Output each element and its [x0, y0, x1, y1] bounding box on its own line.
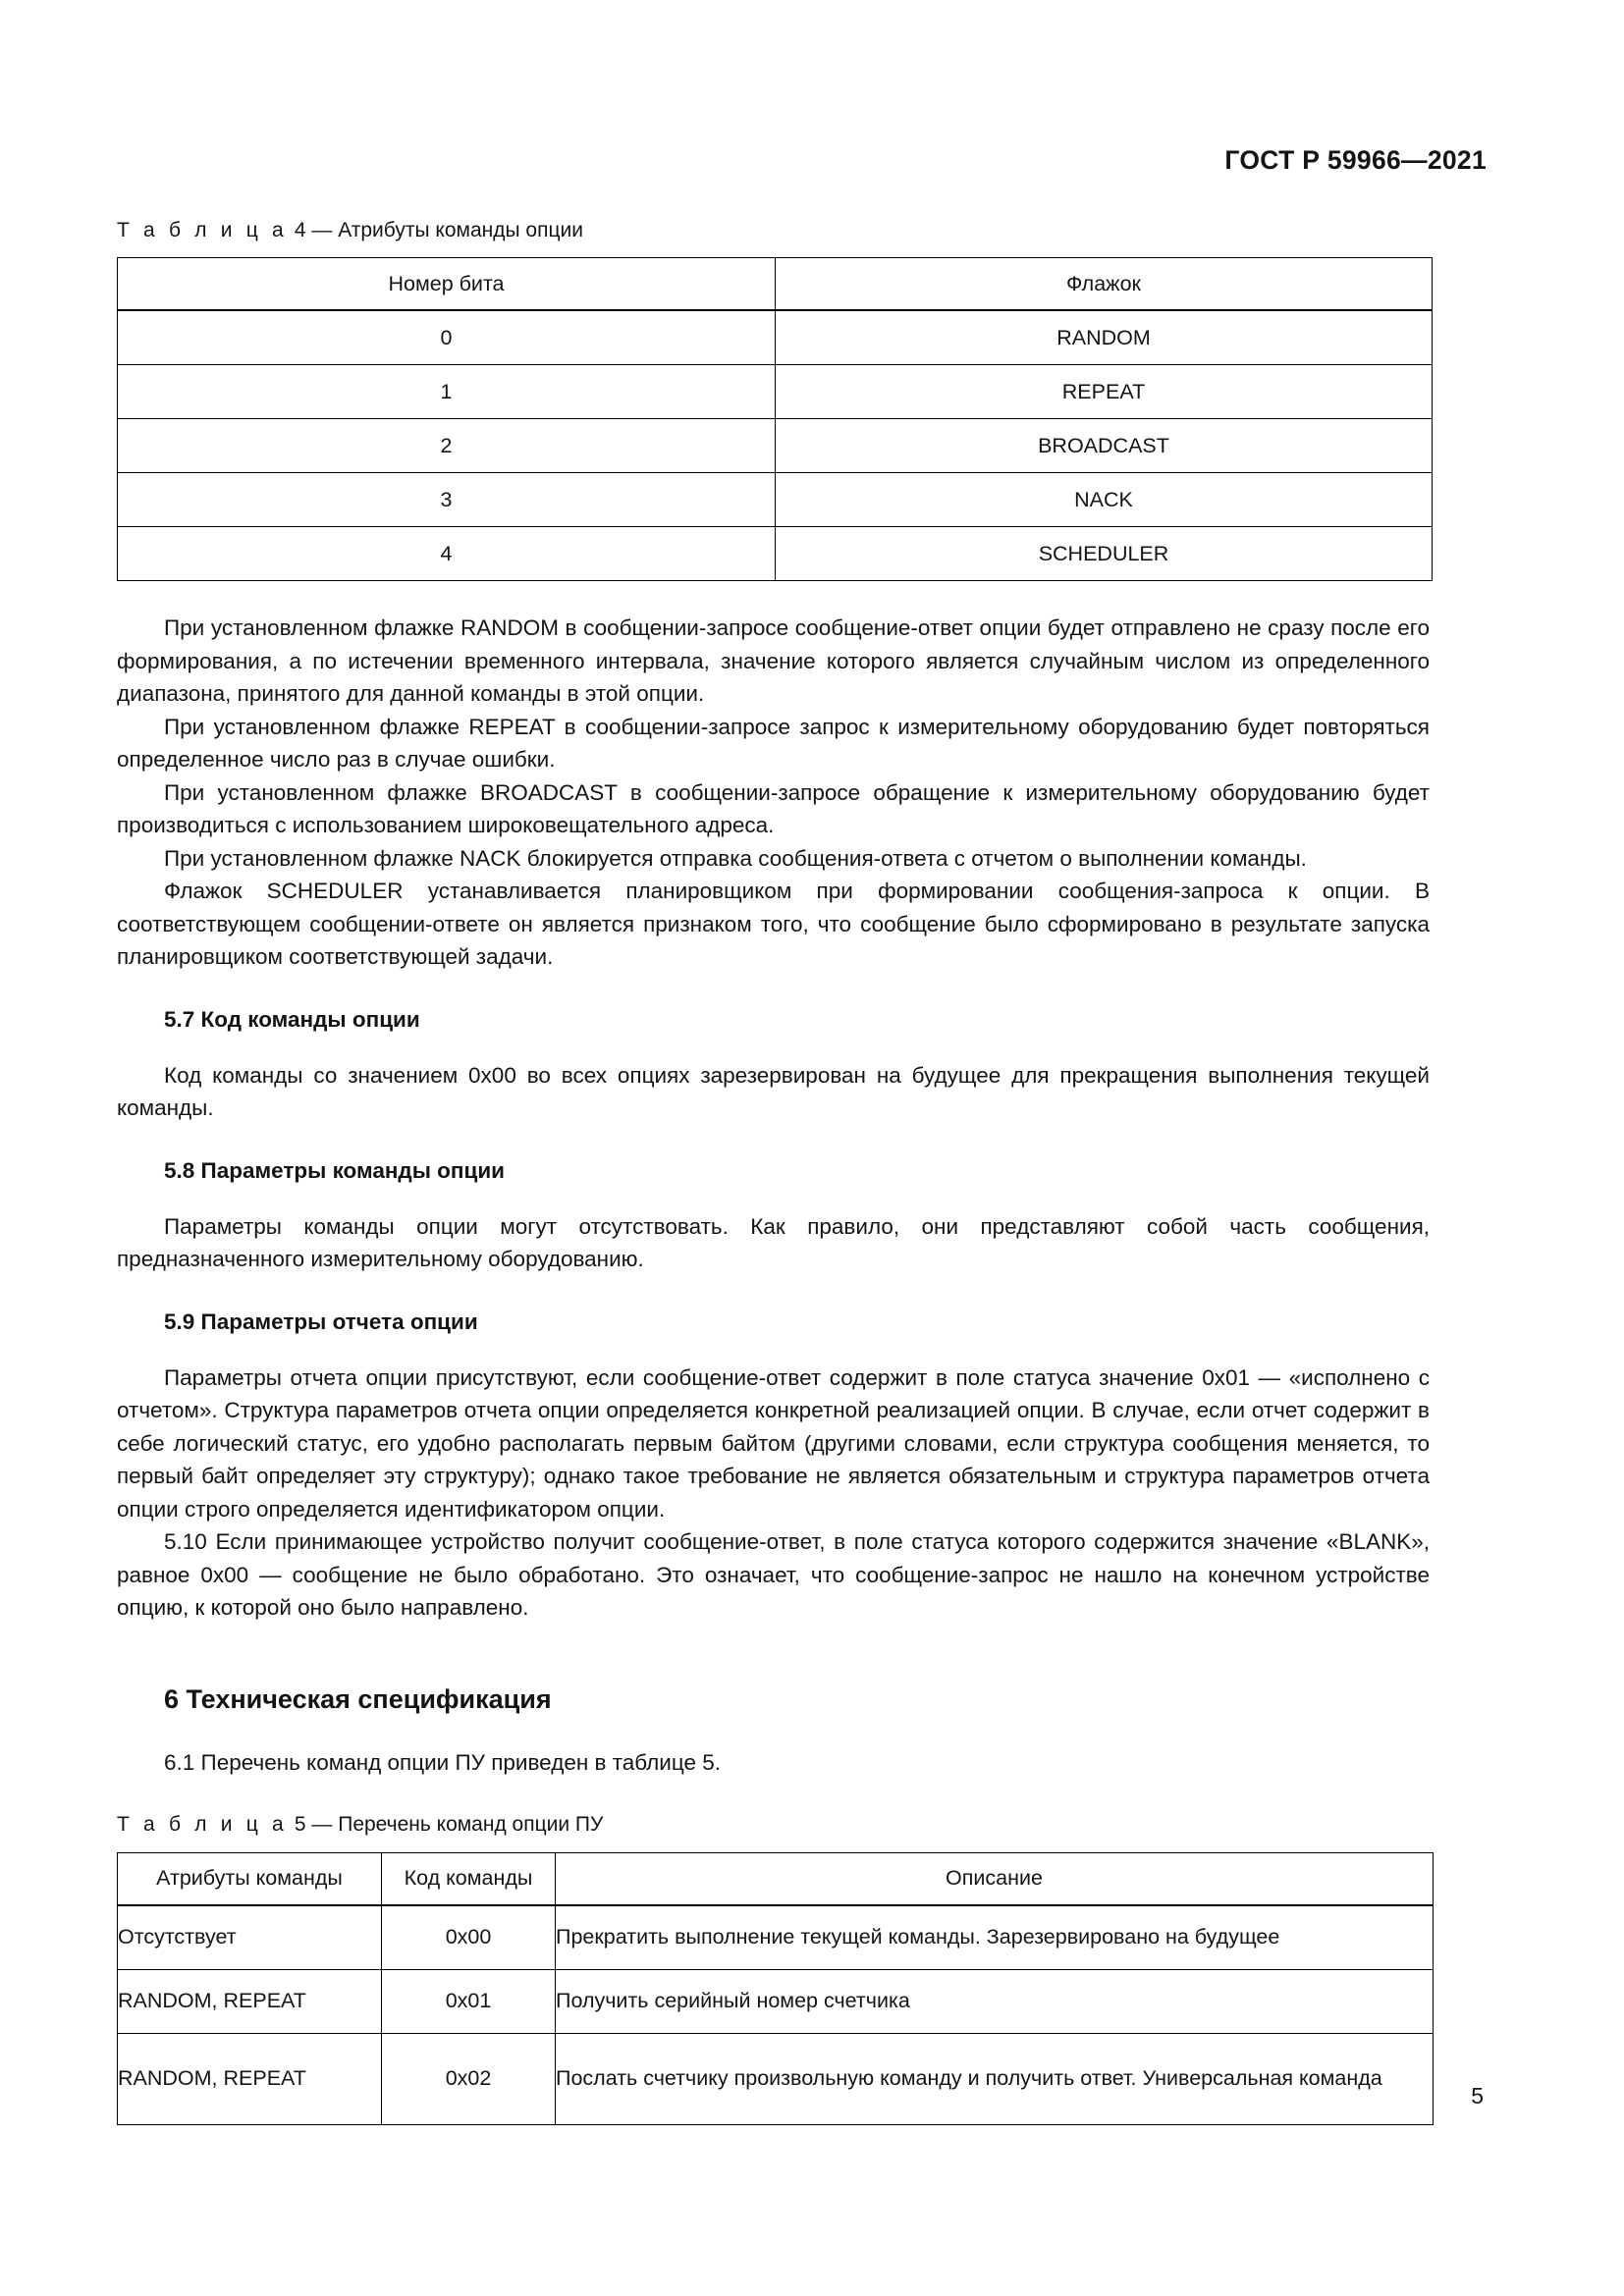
table-4-cell-bit: 2 [118, 419, 776, 473]
table-5-cell-attributes: RANDOM, REPEAT [118, 1969, 382, 2033]
table-row [118, 419, 1433, 473]
table-5-caption-title: Перечень команд опции ПУ [338, 1813, 604, 1837]
table-5-cell-description: Послать счетчику произвольную команду и получить ответ. Универсальная команда [556, 2033, 1434, 2124]
table-4-cell-flag: BROADCAST [776, 419, 1433, 473]
table-4-cell-bit: 0 [118, 310, 776, 365]
table-5-cell-code: 0x00 [382, 1905, 556, 1970]
table-4-caption [117, 218, 1430, 243]
table-5-caption [117, 1812, 1430, 1838]
table-5-body [118, 1905, 1434, 2125]
heading-5-9: 5.9 Параметры отчета опции [164, 1308, 478, 1334]
paragraph-broadcast-flag: При установленном флажке BROADCAST в сообщении-запросе обращение к измерительному оборудованию будет производиться с использованием широковещательного адреса. [117, 779, 1430, 838]
table-4-command-attributes [117, 257, 1433, 581]
table-4-caption-dash-glyph: — [311, 219, 333, 241]
table-4-col-header-flag: Флажок [776, 258, 1433, 311]
paragraph-random-flag: При установленном флажке RANDOM в сообщении-запросе сообщение-ответ опции будет отправлено не сразу после его формирования, а по истечении временного интервала, значение которого является случайным числом из определенного диапазона, принятого для данной команды в этой опции. [117, 615, 1430, 707]
table-5-caption-number: 5 [294, 1813, 306, 1837]
paragraph-repeat-flag: При установленном флажке REPEAT в сообщении-запросе запрос к измерительному оборудованию будет повторяться определенное число раз в случае ошибки. [117, 714, 1430, 773]
table-5-command-list [117, 1852, 1434, 2125]
page-header-standard-number: ГОСТ Р 59966—2021 [1224, 145, 1487, 175]
heading-5-8: 5.8 Параметры команды опции [164, 1157, 506, 1183]
table-4-caption-title: Атрибуты команды опции [338, 219, 583, 241]
paragraph-5-8: Параметры команды опции могут отсутствовать. Как правило, они представляют собой часть сообщения, предназначенного измерительному оборудованию. [117, 1213, 1430, 1272]
table-4-head [118, 258, 1433, 311]
table-4-body [118, 310, 1433, 581]
table-4-cell-flag: NACK [776, 473, 1433, 527]
document-content [117, 218, 1430, 2125]
table-row [118, 1969, 1434, 2033]
table-5-col-header-description: Описание [556, 1852, 1434, 1905]
table-5-head [118, 1852, 1434, 1905]
table-5-col-header-code: Код команды [382, 1852, 556, 1905]
table-4-cell-flag: REPEAT [776, 365, 1433, 419]
table-row [118, 2033, 1434, 2124]
table-4-cell-flag: SCHEDULER [776, 527, 1433, 581]
table-5-cell-attributes: RANDOM, REPEAT [118, 2033, 382, 2124]
table-4-cell-bit: 1 [118, 365, 776, 419]
table-5-col-header-attributes: Атрибуты команды [118, 1852, 382, 1905]
table-row [118, 365, 1433, 419]
table-5-caption-word: Т а б л и ц а [117, 1813, 288, 1837]
table-4-cell-bit: 4 [118, 527, 776, 581]
paragraph-scheduler-flag: Флажок SCHEDULER устанавливается планировщиком при формировании сообщения-запроса к опции. В соответствующем сообщении-ответе он является признаком того, что сообщение было сформировано в результате запуска планировщиком соответствующей задачи. [117, 879, 1430, 970]
table-5-cell-code: 0x02 [382, 2033, 556, 2124]
page-number: 5 [1471, 2083, 1484, 2109]
table-4-caption-number: 4 [294, 219, 306, 241]
paragraph-5-9: Параметры отчета опции присутствуют, если сообщение-ответ содержит в поле статуса значение 0x01 — «исполнено с отчетом». Структура параметров отчета опции определяется конкретной реализацией опции. В случае, если отчет содержит в себе логический статус, его удобно располагать первым байтом (другими словами, если структура сообщения меняется, то первый байт определяет эту структуру); однако такое требование не является обязательным и структура параметров отчета опции строго определяется идентификатором опции. [117, 1364, 1430, 1522]
table-4-col-header-bit-number: Номер бита [118, 258, 776, 311]
paragraph-5-10: 5.10 Если принимающее устройство получит сообщение-ответ, в поле статуса которого содержится значение «BLANK», равное 0x00 — сообщение не было обработано. Это означает, что сообщение-запрос не нашло на конечном устройстве опцию, к которой оно было направлено. [117, 1529, 1430, 1621]
table-row [118, 527, 1433, 581]
paragraph-5-7: Код команды со значением 0x00 во всех опциях зарезервирован на будущее для прекращения выполнения текущей команды. [117, 1062, 1430, 1121]
table-5-header-row [118, 1852, 1434, 1905]
table-5-cell-description: Получить серийный номер счетчика [556, 1969, 1434, 2033]
table-5-cell-attributes: Отсутствует [118, 1905, 382, 1970]
table-row [118, 473, 1433, 527]
table-4-cell-bit: 3 [118, 473, 776, 527]
table-row [118, 310, 1433, 365]
heading-6-technical-specification: 6 Техническая спецификация [164, 1683, 552, 1714]
paragraph-nack-flag: При установленном флажке NACK блокируется отправка сообщения-ответа с отчетом о выполнении команды. [164, 845, 1307, 871]
table-4-header-row [118, 258, 1433, 311]
table-row [118, 1905, 1434, 1970]
heading-5-7: 5.7 Код команды опции [164, 1006, 420, 1032]
table-4-caption-word: Т а б л и ц а [117, 219, 288, 241]
table-5-caption-dash-glyph: — [311, 1813, 333, 1837]
table-5-cell-description: Прекратить выполнение текущей команды. Зарезервировано на будущее [556, 1905, 1434, 1970]
table-5-cell-code: 0x01 [382, 1969, 556, 2033]
table-4-cell-flag: RANDOM [776, 310, 1433, 365]
paragraph-6-1: 6.1 Перечень команд опции ПУ приведен в таблице 5. [164, 1749, 722, 1775]
